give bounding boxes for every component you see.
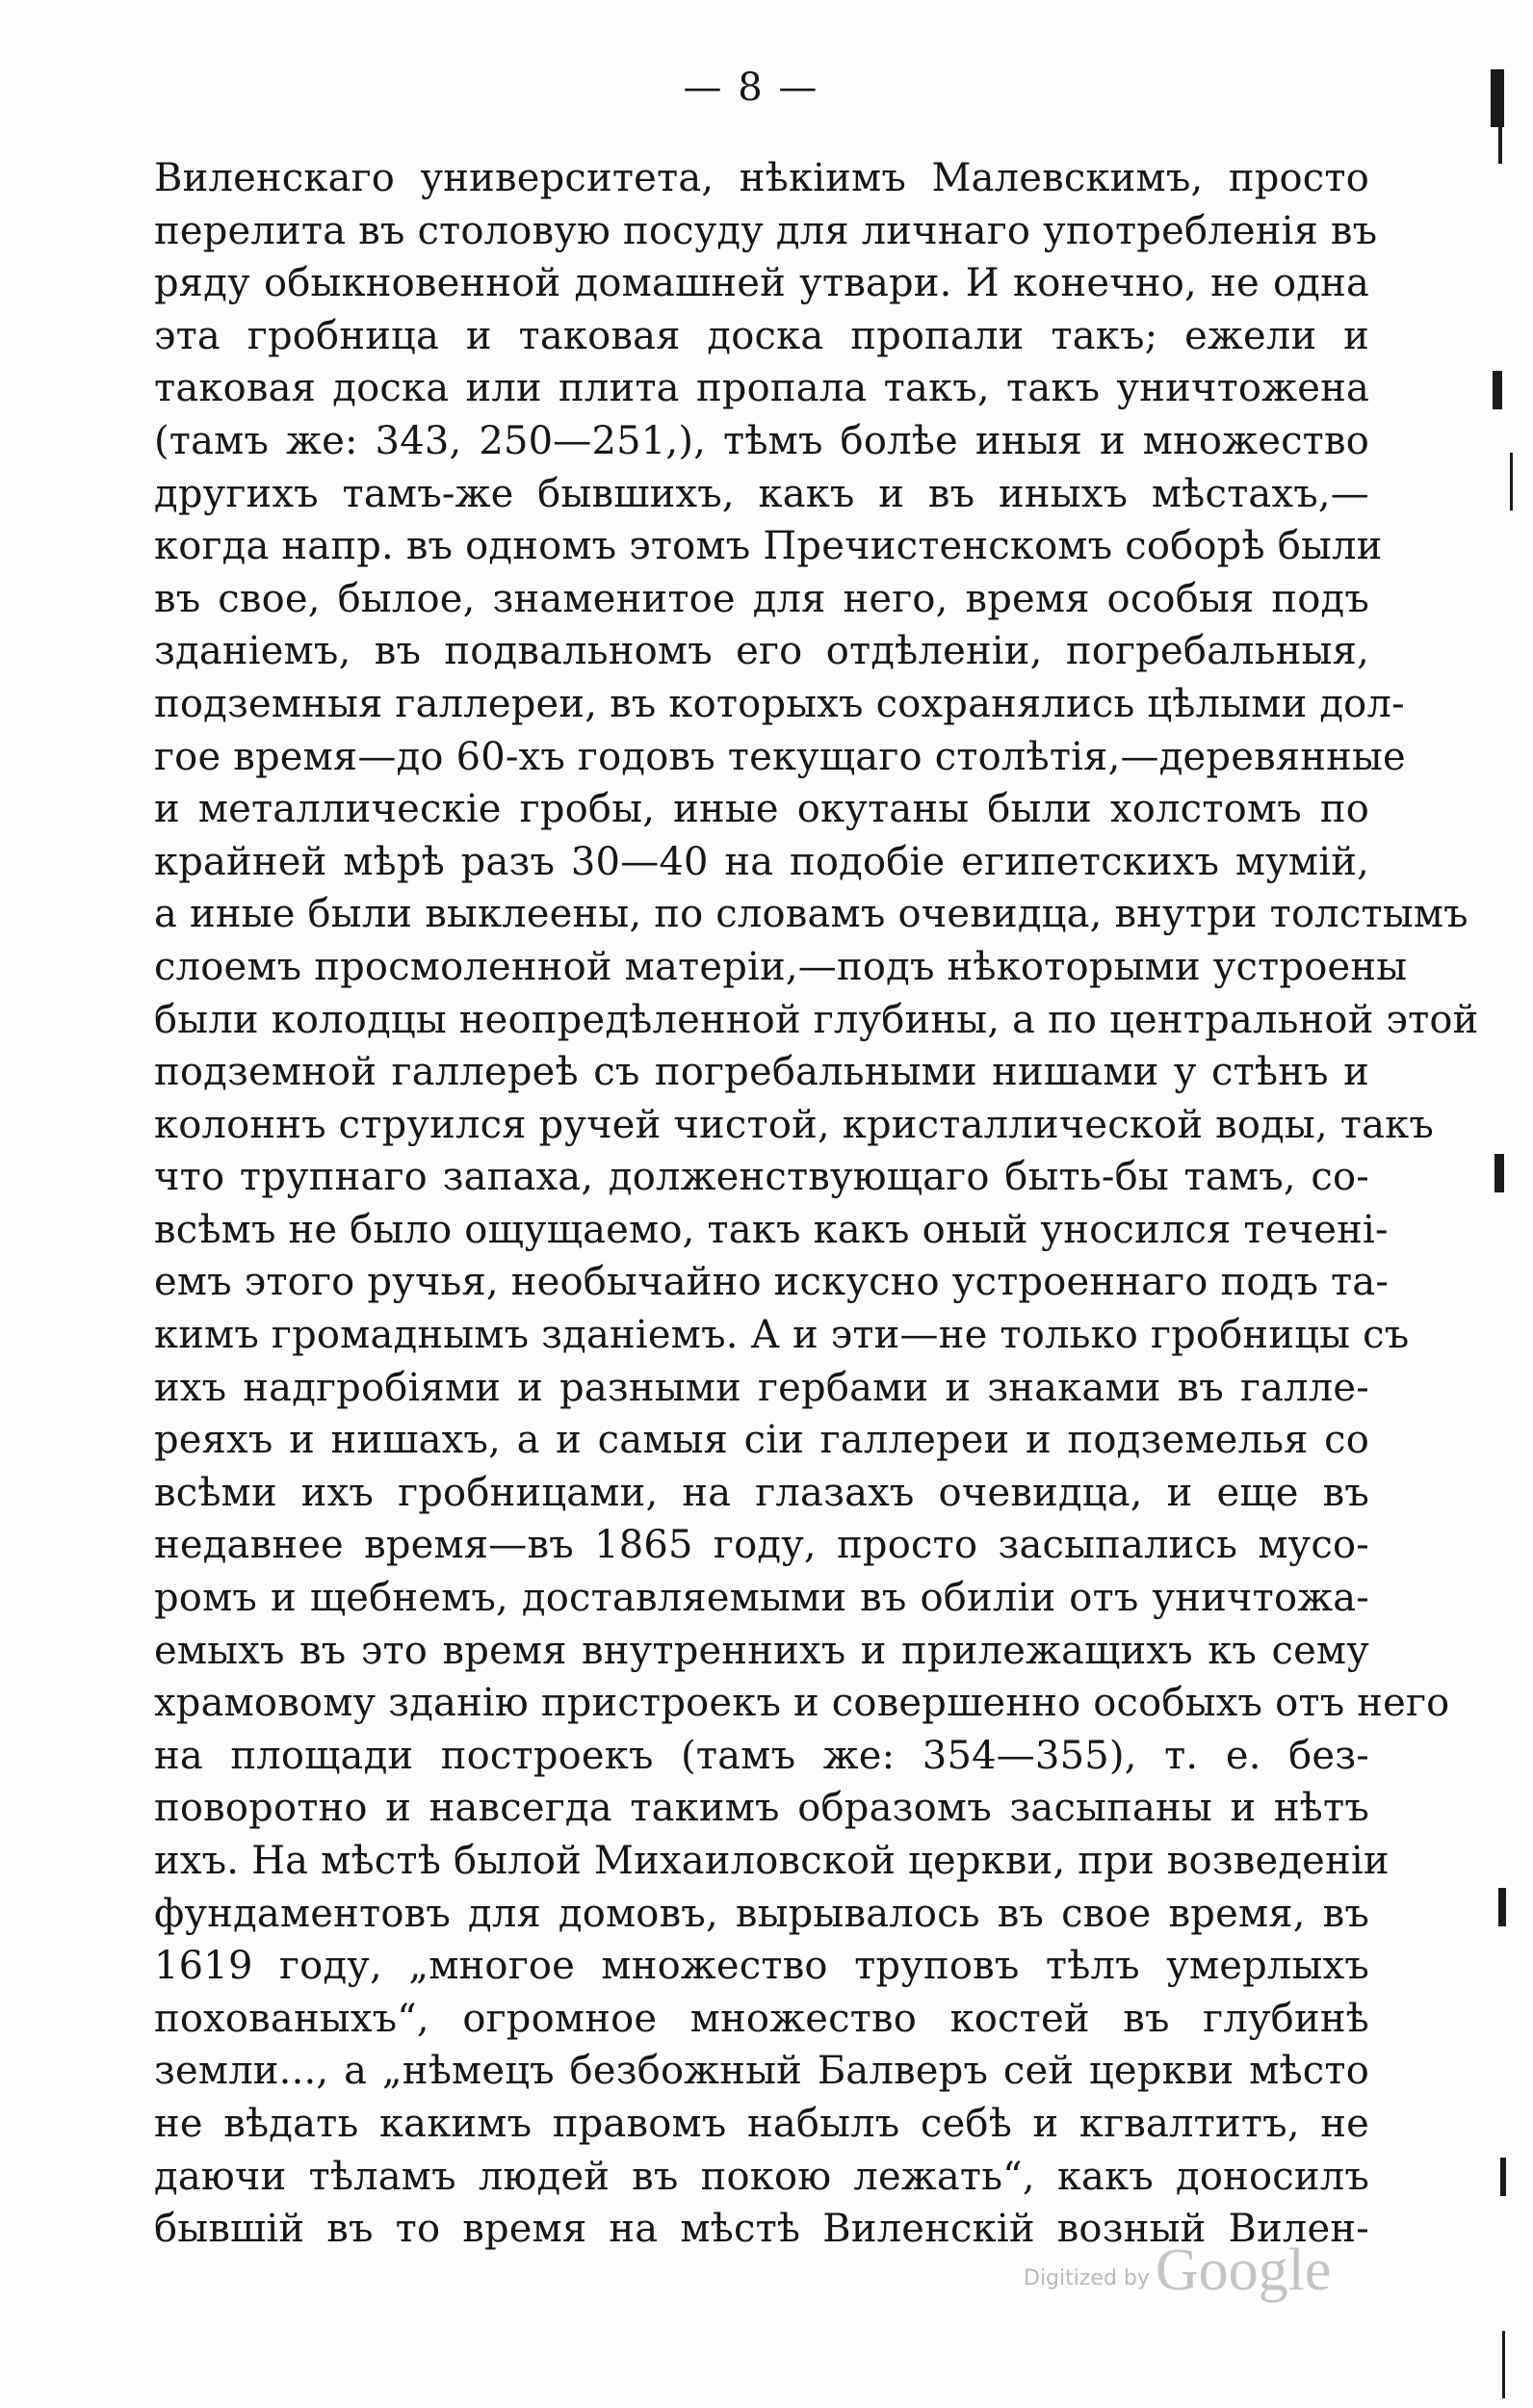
- body-text: [154, 152, 1479, 2256]
- text-line: реяхъ и нишахъ, а и самыя сіи галлереи и подземелья со: [154, 1418, 1369, 1463]
- text-line: когда напр. въ одномъ этомъ Пречистенскомъ соборѣ были: [154, 524, 1383, 569]
- text-line: 1619 году, „многое множество труповъ тѣлъ умерлыхъ: [154, 1944, 1369, 1989]
- text-line: ихъ надгробіями и разными гербами и знаками въ галле-: [154, 1365, 1369, 1410]
- google-logo: Google: [1155, 2238, 1332, 2303]
- text-line: Виленскаго университета, нѣкіимъ Малевскимъ, просто: [154, 156, 1369, 200]
- text-line: кимъ громаднымъ зданіемъ. А и эти—не только гробницы съ: [154, 1313, 1410, 1358]
- text-line: слоемъ просмоленной матеріи,—подъ нѣкоторыми устроены: [154, 944, 1408, 989]
- text-line: а иные были выклеены, по словамъ очевидца, внутри толстымъ: [154, 892, 1468, 937]
- text-line: фундаментовъ для домовъ, вырывалось въ свое время, въ: [154, 1891, 1369, 1936]
- text-line: ряду обыкновенной домашней утвари. И конечно, не одна: [154, 261, 1369, 306]
- scan-edge-mark: [1498, 1888, 1506, 1926]
- text-line: подземной галлереѣ съ погребальными нишами у стѣнъ и: [154, 1050, 1369, 1095]
- text-line: всѣми ихъ гробницами, на глазахъ очевидца, и еще въ: [154, 1470, 1369, 1515]
- text-line: на площади построекъ (тамъ же: 354—355), т. е. без-: [154, 1733, 1369, 1778]
- text-line: эта гробница и таковая доска пропали такъ; ежели и: [154, 313, 1369, 358]
- text-line: таковая доска или плита пропала такъ, такъ уничтожена: [154, 366, 1369, 411]
- text-line: зданіемъ, въ подвальномъ его отдѣленіи, погребальныя,: [154, 629, 1369, 674]
- scan-edge-mark: [1500, 2158, 1506, 2196]
- text-line: гое время—до 60-хъ годовъ текущаго столѣтія,—деревянные: [154, 734, 1406, 779]
- text-line: въ свое, былое, знаменитое для него, время особыя подъ: [154, 576, 1369, 621]
- text-line: земли..., а „нѣмецъ безбожный Балверъ сей церкви мѣсто: [154, 2049, 1369, 2094]
- text-line: перелита въ столовую посуду для личнаго употребленія въ: [154, 208, 1378, 253]
- text-line: ромъ и щебнемъ, доставляемыми въ обиліи отъ уничтожа-: [154, 1576, 1369, 1621]
- text-line: емыхъ въ это время внутреннихъ и прилежащихъ къ сему: [154, 1628, 1369, 1673]
- text-line: бывшій въ то время на мѣстѣ Виленскій возный Вилен-: [154, 2207, 1369, 2252]
- text-line: подземныя галлереи, въ которыхъ сохранялись цѣлыми дол-: [154, 681, 1405, 726]
- text-line: емъ этого ручья, необычайно искусно устроеннаго подъ та-: [154, 1260, 1390, 1305]
- text-line: поворотно и навсегда такимъ образомъ засыпаны и нѣтъ: [154, 1786, 1369, 1831]
- text-line: крайней мѣрѣ разъ 30—40 на подобіе египетскихъ мумій,: [154, 839, 1369, 884]
- text-line: другихъ тамъ-же бывшихъ, какъ и въ иныхъ мѣстахъ,—: [154, 471, 1369, 516]
- text-line: даючи тѣламъ людей въ покою лежать“, какъ доносилъ: [154, 2154, 1369, 2199]
- text-line: недавнее время—въ 1865 году, просто засыпались мусо-: [154, 1523, 1369, 1568]
- page-number: — 8 —: [683, 65, 819, 110]
- text-line: и металлическіе гробы, иные окутаны были холстомъ по: [154, 787, 1369, 832]
- scan-edge-mark: [1510, 453, 1513, 510]
- text-line: колоннъ струился ручей чистой, кристаллической воды, такъ: [154, 1102, 1435, 1147]
- text-line: (тамъ же: 343, 250—251,), тѣмъ болѣе иныя и множество: [154, 418, 1369, 463]
- scan-edge-mark: [1498, 125, 1502, 164]
- watermark-caption: Digitized by: [1024, 2266, 1150, 2290]
- text-line: что трупнаго запаха, долженствующаго быть-бы тамъ, со-: [154, 1155, 1369, 1200]
- text-line: храмовому зданію пристроекъ и совершенно особыхъ отъ него: [154, 1681, 1450, 1726]
- scan-edge-mark: [1491, 69, 1504, 127]
- text-line: были колодцы неопредѣленной глубины, а по центральной этой: [154, 997, 1479, 1042]
- text-line: ихъ. На мѣстѣ былой Михаиловской церкви, при возведеніи: [154, 1839, 1390, 1883]
- text-line: похованыхъ“, огромное множество костей въ глубинѣ: [154, 1996, 1369, 2041]
- scan-edge-mark: [1494, 1154, 1504, 1192]
- scan-edge-mark: [1493, 371, 1502, 409]
- text-line: не вѣдать какимъ правомъ набылъ себѣ и кгвалтитъ, не: [154, 2101, 1369, 2146]
- digitized-watermark: [1024, 2233, 1351, 2303]
- text-line: всѣмъ не было ощущаемо, такъ какъ оный уносился теченi-: [154, 1207, 1389, 1252]
- scan-edge-mark: [1502, 2331, 1505, 2398]
